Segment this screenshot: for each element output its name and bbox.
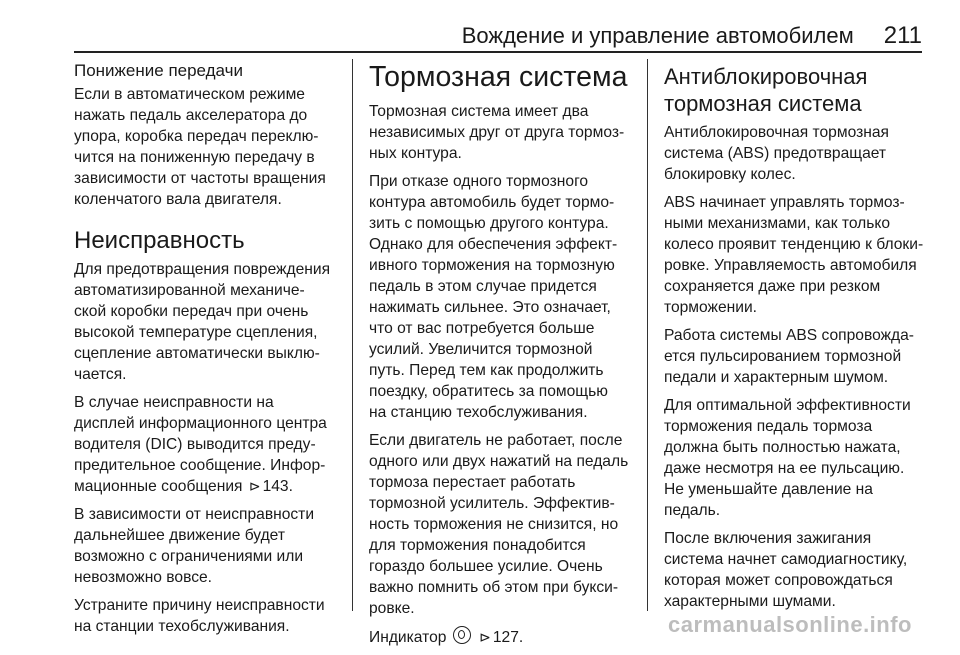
column-3 — [664, 60, 934, 619]
paragraph: При отказе одного тормозного контура автомобиль будет тормо- зить с помощью другого контура. Однако для обеспечения эффект- ивного торможения на тормозную педаль в этом случае придется нажимать сильнее. Это означает, что от вас потребуется больше усилий. Увеличится тормозной путь. Перед тем как продолжить поездку, обратитесь за помощью на станцию техобслуживания. — [369, 173, 618, 421]
paragraph-with-reference: Индикатор ⊳ 127. — [369, 626, 641, 648]
page-reference-icon: ⊳ — [248, 478, 261, 494]
paragraph: Антиблокировочная тормозная система (ABS) предотвращает блокировку колес. — [664, 124, 889, 183]
page-header — [74, 22, 922, 52]
section-heading-fault: Неисправность — [74, 227, 245, 254]
column-divider-1 — [352, 59, 353, 611]
column-1 — [74, 60, 346, 644]
page-reference-link[interactable]: 143. — [262, 478, 293, 495]
running-title: Вождение и управление автомобилем — [461, 23, 854, 48]
watermark: carmanualsonline.info — [668, 612, 912, 637]
page-reference-link[interactable]: 127. — [492, 629, 524, 646]
paragraph: Устраните причину неисправности на станции техобслуживания. — [74, 597, 325, 635]
section-heading-brakes: Тормозная система — [369, 61, 628, 93]
paragraph: Тормозная система имеет два независимых друг от друга тормоз- ных контура. — [369, 103, 625, 162]
column-2 — [369, 60, 641, 655]
column-divider-2 — [647, 59, 648, 611]
paragraph: Если в автоматическом режиме нажать педаль акселератора до упора, коробка передач переклю- чится на пониженную передачу в зависимости от частоты вращения коленчатого вала двигателя. — [74, 86, 326, 208]
page-number: 211 — [883, 22, 922, 49]
paragraph: ABS начинает управлять тормоз- ными механизмами, как только колесо проявит тенденцию к блоки- ровке. Управляемость автомобиля сохраняется даже при резком торможении. — [664, 194, 924, 316]
section-heading-abs: Антиблокировочная тормозная система — [664, 64, 868, 116]
section-heading-downshift: Понижение передачи — [74, 61, 243, 80]
paragraph-with-reference: В случае неисправности на дисплей информационного центра водителя (DIC) выводится преду- предительное сообщение. Инфор- мационные сообщения ⊳ 143. — [74, 394, 327, 495]
header-rule — [74, 51, 922, 53]
paragraph: Для предотвращения повреждения автоматизированной механиче- ской коробки передач при очень высокой температуре сцепления, сцепление автоматически выклю- чается. — [74, 261, 331, 383]
paragraph: В зависимости от неисправности дальнейшее движение будет возможно с ограничениями или невозможно вовсе. — [74, 506, 315, 586]
paragraph: Для оптимальной эффективности торможения педаль тормоза должна быть полностью нажата, даже несмотря на ее пульсацию. Не уменьшайте давление на педаль. — [664, 397, 911, 519]
paragraph: После включения зажигания система начнет самодиагностику, которая может сопровождаться характерными шумами. — [664, 530, 908, 610]
paragraph: Если двигатель не работает, после одного или двух нажатий на педаль тормоза перестает работать тормозной усилитель. Эффектив- ность торможения не снизится, но для торможения понадобится гораздо большее усилие. Очень важно помнить об этом при букси- ровке. — [369, 432, 629, 617]
page-reference-icon: ⊳ — [479, 629, 491, 645]
paragraph: Работа системы ABS сопровожда- ется пульсированием тормозной педали и характерным шумом. — [664, 327, 914, 386]
